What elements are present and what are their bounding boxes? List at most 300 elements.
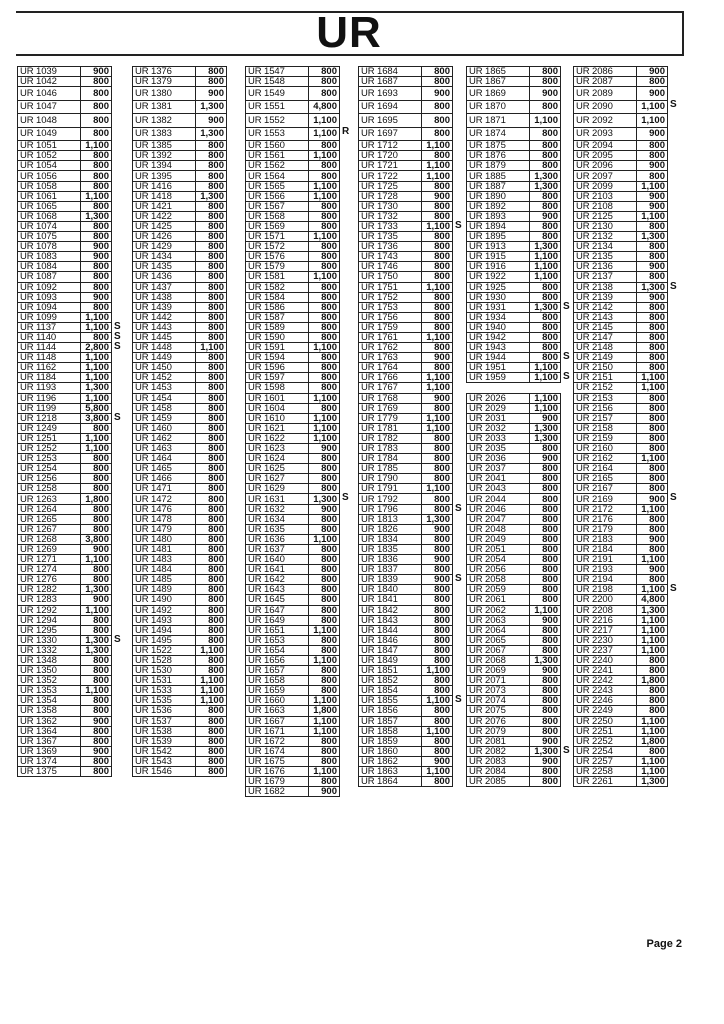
margin-mark: S — [114, 331, 121, 342]
table-row — [133, 565, 227, 575]
item-price: 800 — [637, 363, 668, 373]
item-code: UR 1676 — [246, 767, 309, 777]
item-price: 1,100 — [81, 433, 112, 443]
table-row — [467, 696, 561, 706]
item-price: 800 — [196, 161, 227, 171]
table-row — [246, 464, 340, 474]
item-price: 800 — [422, 706, 453, 716]
item-code: UR 1094 — [18, 302, 81, 312]
table-row — [467, 332, 561, 342]
item-price: 900 — [530, 413, 561, 423]
item-price: 1,100 — [309, 423, 340, 433]
item-code: UR 1869 — [467, 87, 530, 101]
item-price: 1,100 — [309, 655, 340, 665]
item-code: UR 1862 — [359, 756, 422, 766]
table-row — [246, 524, 340, 534]
item-code: UR 1687 — [359, 77, 422, 87]
table-row — [467, 686, 561, 696]
item-price: 800 — [81, 565, 112, 575]
table-row — [467, 474, 561, 484]
table-row — [246, 504, 340, 514]
table-row — [467, 127, 561, 141]
table-row — [574, 262, 668, 272]
table-row — [18, 444, 112, 454]
item-code: UR 1049 — [18, 127, 81, 141]
item-code: UR 2089 — [574, 87, 637, 101]
table-row — [133, 282, 227, 292]
item-price: 800 — [81, 87, 112, 101]
table-row — [467, 393, 561, 403]
margin-mark: S — [342, 492, 349, 503]
item-price: 800 — [422, 635, 453, 645]
table-row — [18, 524, 112, 534]
item-code: UR 1725 — [359, 181, 422, 191]
item-price: 1,100 — [309, 272, 340, 282]
item-price: 800 — [422, 67, 453, 77]
item-price: 900 — [422, 756, 453, 766]
item-code: UR 1870 — [467, 100, 530, 114]
item-code: UR 2172 — [574, 504, 637, 514]
item-price: 1,100 — [530, 272, 561, 282]
item-code: UR 1875 — [467, 141, 530, 151]
table-row — [18, 565, 112, 575]
item-price: 800 — [81, 706, 112, 716]
table-row — [467, 423, 561, 433]
table-row — [467, 67, 561, 77]
table-row — [574, 191, 668, 201]
table-row — [467, 494, 561, 504]
table-row — [359, 645, 453, 655]
margin-mark: S — [114, 341, 121, 352]
item-price: 800 — [81, 676, 112, 686]
item-price: 800 — [637, 666, 668, 676]
item-code: UR 1274 — [18, 565, 81, 575]
table-row — [359, 151, 453, 161]
item-price: 800 — [196, 252, 227, 262]
item-code: UR 1466 — [133, 474, 196, 484]
margin-mark: S — [670, 99, 677, 110]
item-code: UR 1251 — [18, 433, 81, 443]
item-code: UR 1464 — [133, 454, 196, 464]
table-row — [574, 565, 668, 575]
item-price: 800 — [196, 514, 227, 524]
table-row — [246, 565, 340, 575]
table-row — [359, 232, 453, 242]
item-code: UR 1826 — [359, 524, 422, 534]
item-code: UR 1659 — [246, 686, 309, 696]
table-row — [246, 635, 340, 645]
item-price: 1,100 — [422, 423, 453, 433]
item-code: UR 1443 — [133, 322, 196, 332]
table-row — [574, 514, 668, 524]
item-code: UR 1478 — [133, 514, 196, 524]
item-price: 800 — [422, 322, 453, 332]
table-row — [133, 585, 227, 595]
item-price: 1,100 — [81, 605, 112, 615]
item-code: UR 1871 — [467, 114, 530, 128]
item-price: 800 — [530, 77, 561, 87]
item-price: 1,100 — [81, 555, 112, 565]
item-code: UR 2056 — [467, 565, 530, 575]
item-code: UR 2250 — [574, 716, 637, 726]
item-code: UR 2145 — [574, 322, 637, 332]
item-code: UR 1459 — [133, 413, 196, 423]
table-row — [359, 413, 453, 423]
item-price: 1,100 — [637, 383, 668, 393]
table-row — [359, 393, 453, 403]
item-code: UR 2031 — [467, 413, 530, 423]
item-code: UR 1856 — [359, 706, 422, 716]
table-row — [574, 736, 668, 746]
table-row — [359, 127, 453, 141]
item-code: UR 2159 — [574, 433, 637, 443]
item-code: UR 1733 — [359, 221, 422, 231]
item-code: UR 1944 — [467, 353, 530, 363]
page-number: Page 2 — [646, 938, 682, 950]
item-code: UR 1751 — [359, 282, 422, 292]
item-code: UR 1553 — [246, 127, 309, 141]
item-price: 800 — [196, 67, 227, 77]
price-column-5 — [466, 66, 570, 788]
item-code: UR 1137 — [18, 322, 81, 332]
item-code: UR 1643 — [246, 585, 309, 595]
item-code: UR 1836 — [359, 555, 422, 565]
item-code: UR 1065 — [18, 201, 81, 211]
item-price: 900 — [530, 666, 561, 676]
item-price: 1,100 — [530, 403, 561, 413]
item-price: 800 — [530, 161, 561, 171]
item-price: 800 — [196, 565, 227, 575]
item-code: UR 2049 — [467, 534, 530, 544]
item-price: 800 — [81, 464, 112, 474]
table-row — [133, 575, 227, 585]
item-code: UR 1330 — [18, 635, 81, 645]
item-price: 800 — [309, 464, 340, 474]
table-row — [574, 635, 668, 645]
item-code: UR 1654 — [246, 645, 309, 655]
table-row — [574, 77, 668, 87]
table-row — [246, 141, 340, 151]
item-code: UR 2132 — [574, 232, 637, 242]
table-row — [467, 605, 561, 615]
item-code: UR 1530 — [133, 666, 196, 676]
item-code: UR 1483 — [133, 555, 196, 565]
item-code: UR 2035 — [467, 444, 530, 454]
item-price: 800 — [309, 595, 340, 605]
item-code: UR 1916 — [467, 262, 530, 272]
item-price: 900 — [422, 524, 453, 534]
item-price: 800 — [530, 726, 561, 736]
item-price: 800 — [309, 262, 340, 272]
table-row — [574, 67, 668, 77]
item-code: UR 1763 — [359, 353, 422, 363]
item-code: UR 2047 — [467, 514, 530, 524]
item-price: 800 — [530, 696, 561, 706]
item-code: UR 1144 — [18, 343, 81, 353]
item-code: UR 1864 — [359, 777, 422, 787]
item-code: UR 1543 — [133, 756, 196, 766]
item-code: UR 1087 — [18, 272, 81, 282]
item-price: 800 — [309, 87, 340, 101]
item-price: 800 — [422, 454, 453, 464]
item-code: UR 1657 — [246, 666, 309, 676]
item-price: 800 — [530, 151, 561, 161]
item-price: 1,100 — [81, 191, 112, 201]
item-price: 800 — [637, 514, 668, 524]
item-code: UR 1445 — [133, 332, 196, 342]
table-row — [359, 77, 453, 87]
table-row — [467, 444, 561, 454]
item-price: 1,100 — [309, 726, 340, 736]
item-code: UR 1874 — [467, 127, 530, 141]
table-row — [359, 114, 453, 128]
item-code: UR 1625 — [246, 464, 309, 474]
item-price: 1,100 — [637, 625, 668, 635]
item-code: UR 1263 — [18, 494, 81, 504]
table-row — [18, 332, 112, 342]
item-price: 800 — [530, 141, 561, 151]
item-price: 800 — [309, 403, 340, 413]
item-price: 800 — [422, 242, 453, 252]
item-price: 800 — [309, 686, 340, 696]
item-price: 800 — [422, 494, 453, 504]
item-code: UR 1099 — [18, 312, 81, 322]
item-price: 1,100 — [530, 252, 561, 262]
item-price: 1,300 — [530, 171, 561, 181]
table-row — [133, 114, 227, 128]
item-price: 800 — [309, 454, 340, 464]
item-code: UR 1893 — [467, 211, 530, 221]
item-code: UR 2158 — [574, 423, 637, 433]
table-row — [133, 100, 227, 114]
table-row — [133, 141, 227, 151]
item-code: UR 2241 — [574, 666, 637, 676]
table-row — [133, 343, 227, 353]
table-row — [18, 666, 112, 676]
item-price: 800 — [637, 252, 668, 262]
item-code: UR 1635 — [246, 524, 309, 534]
item-price: 800 — [196, 575, 227, 585]
item-price: 800 — [309, 474, 340, 484]
table-row — [574, 232, 668, 242]
item-code: UR 2085 — [467, 777, 530, 787]
item-code: UR 1596 — [246, 363, 309, 373]
table-row — [574, 474, 668, 484]
table-row — [133, 262, 227, 272]
table-row — [574, 322, 668, 332]
item-price: 800 — [309, 575, 340, 585]
table-row — [133, 403, 227, 413]
table-row — [467, 575, 561, 585]
item-price: 800 — [81, 767, 112, 777]
item-price: 800 — [530, 332, 561, 342]
item-price: 800 — [422, 595, 453, 605]
item-code: UR 1416 — [133, 181, 196, 191]
item-price: 800 — [530, 494, 561, 504]
item-price: 1,100 — [309, 625, 340, 635]
item-price: 800 — [309, 353, 340, 363]
table-row — [467, 625, 561, 635]
table-row — [467, 161, 561, 171]
item-code: UR 1539 — [133, 736, 196, 746]
item-code: UR 1426 — [133, 232, 196, 242]
item-code: UR 1463 — [133, 444, 196, 454]
item-price: 1,100 — [309, 767, 340, 777]
item-price: 800 — [422, 262, 453, 272]
item-price: 5,800 — [81, 403, 112, 413]
item-code: UR 1858 — [359, 726, 422, 736]
item-price: 800 — [530, 524, 561, 534]
item-price: 800 — [196, 151, 227, 161]
table-row — [574, 555, 668, 565]
item-code: UR 1653 — [246, 635, 309, 645]
table-row — [133, 454, 227, 464]
item-price: 1,100 — [81, 686, 112, 696]
table-row — [18, 221, 112, 231]
item-code: UR 1849 — [359, 655, 422, 665]
item-code: UR 1597 — [246, 373, 309, 383]
item-price: 800 — [196, 232, 227, 242]
table-row — [574, 363, 668, 373]
table-row — [246, 787, 340, 797]
item-price: 800 — [422, 676, 453, 686]
item-price: 800 — [530, 625, 561, 635]
item-code: UR 2087 — [574, 77, 637, 87]
table-row — [467, 292, 561, 302]
table-row — [133, 373, 227, 383]
table-row — [467, 353, 561, 363]
item-price: 900 — [637, 494, 668, 504]
table-row — [467, 403, 561, 413]
table-row — [133, 595, 227, 605]
item-price: 3,800 — [81, 413, 112, 423]
table-row — [18, 454, 112, 464]
item-code: UR 1712 — [359, 141, 422, 151]
item-code: UR 1046 — [18, 87, 81, 101]
item-price: 800 — [637, 353, 668, 363]
item-price: 800 — [637, 484, 668, 494]
item-price: 800 — [196, 666, 227, 676]
table-row — [467, 413, 561, 423]
table-row — [18, 625, 112, 635]
item-price: 800 — [196, 302, 227, 312]
item-price: 1,100 — [637, 454, 668, 464]
item-price: 800 — [637, 444, 668, 454]
item-code: UR 2136 — [574, 262, 637, 272]
table-row — [467, 645, 561, 655]
table-row — [246, 645, 340, 655]
item-code: UR 2249 — [574, 706, 637, 716]
item-price: 900 — [637, 201, 668, 211]
item-code: UR 1632 — [246, 504, 309, 514]
item-code: UR 1672 — [246, 736, 309, 746]
item-price: 800 — [309, 484, 340, 494]
table-row — [18, 211, 112, 221]
item-price: 1,300 — [309, 494, 340, 504]
table-row — [133, 484, 227, 494]
margin-mark: S — [455, 503, 462, 514]
item-code: UR 1252 — [18, 444, 81, 454]
item-code: UR 1885 — [467, 171, 530, 181]
item-price: 800 — [81, 232, 112, 242]
table-row — [18, 87, 112, 101]
item-price: 800 — [637, 302, 668, 312]
item-code: UR 1332 — [18, 645, 81, 655]
item-code: UR 1074 — [18, 221, 81, 231]
table-row — [18, 544, 112, 554]
table-row — [246, 393, 340, 403]
item-code: UR 2198 — [574, 585, 637, 595]
item-code: UR 1931 — [467, 302, 530, 312]
item-price: 800 — [309, 171, 340, 181]
item-price: 800 — [196, 595, 227, 605]
item-price: 800 — [637, 77, 668, 87]
item-code: UR 1564 — [246, 171, 309, 181]
item-price: 1,100 — [196, 645, 227, 655]
item-price: 800 — [530, 353, 561, 363]
item-price: 900 — [81, 242, 112, 252]
item-price: 800 — [309, 605, 340, 615]
table-row — [246, 555, 340, 565]
margin-mark: S — [455, 220, 462, 231]
item-price: 800 — [196, 211, 227, 221]
item-code: UR 1759 — [359, 322, 422, 332]
item-price: 800 — [530, 322, 561, 332]
table-gap — [467, 383, 561, 393]
item-code: UR 1385 — [133, 141, 196, 151]
table-row — [18, 494, 112, 504]
item-code: UR 1476 — [133, 504, 196, 514]
item-code: UR 1647 — [246, 605, 309, 615]
table-row — [133, 232, 227, 242]
item-price: 1,100 — [309, 181, 340, 191]
item-price: 1,100 — [309, 413, 340, 423]
item-code: UR 1376 — [133, 67, 196, 77]
table-row — [246, 383, 340, 393]
table-row — [359, 87, 453, 101]
table-row — [246, 332, 340, 342]
table-row — [359, 67, 453, 77]
item-price: 800 — [309, 514, 340, 524]
table-row — [133, 716, 227, 726]
item-code: UR 2095 — [574, 151, 637, 161]
item-price: 800 — [309, 161, 340, 171]
item-price: 1,100 — [637, 767, 668, 777]
table-row — [467, 343, 561, 353]
item-code: UR 2074 — [467, 696, 530, 706]
item-code: UR 1697 — [359, 127, 422, 141]
item-code: UR 1092 — [18, 282, 81, 292]
item-price: 1,100 — [309, 114, 340, 128]
item-code: UR 1437 — [133, 282, 196, 292]
item-price: 800 — [422, 127, 453, 141]
item-code: UR 2164 — [574, 464, 637, 474]
item-price: 800 — [637, 696, 668, 706]
item-price: 800 — [422, 544, 453, 554]
table-row — [574, 767, 668, 777]
item-code: UR 1489 — [133, 585, 196, 595]
item-code: UR 1753 — [359, 302, 422, 312]
item-code: UR 1042 — [18, 77, 81, 87]
table-row — [246, 181, 340, 191]
item-price: 800 — [196, 605, 227, 615]
table-row — [18, 201, 112, 211]
item-price: 1,100 — [637, 373, 668, 383]
table-row — [18, 242, 112, 252]
item-code: UR 1148 — [18, 353, 81, 363]
item-price: 800 — [309, 67, 340, 77]
item-price: 900 — [530, 454, 561, 464]
